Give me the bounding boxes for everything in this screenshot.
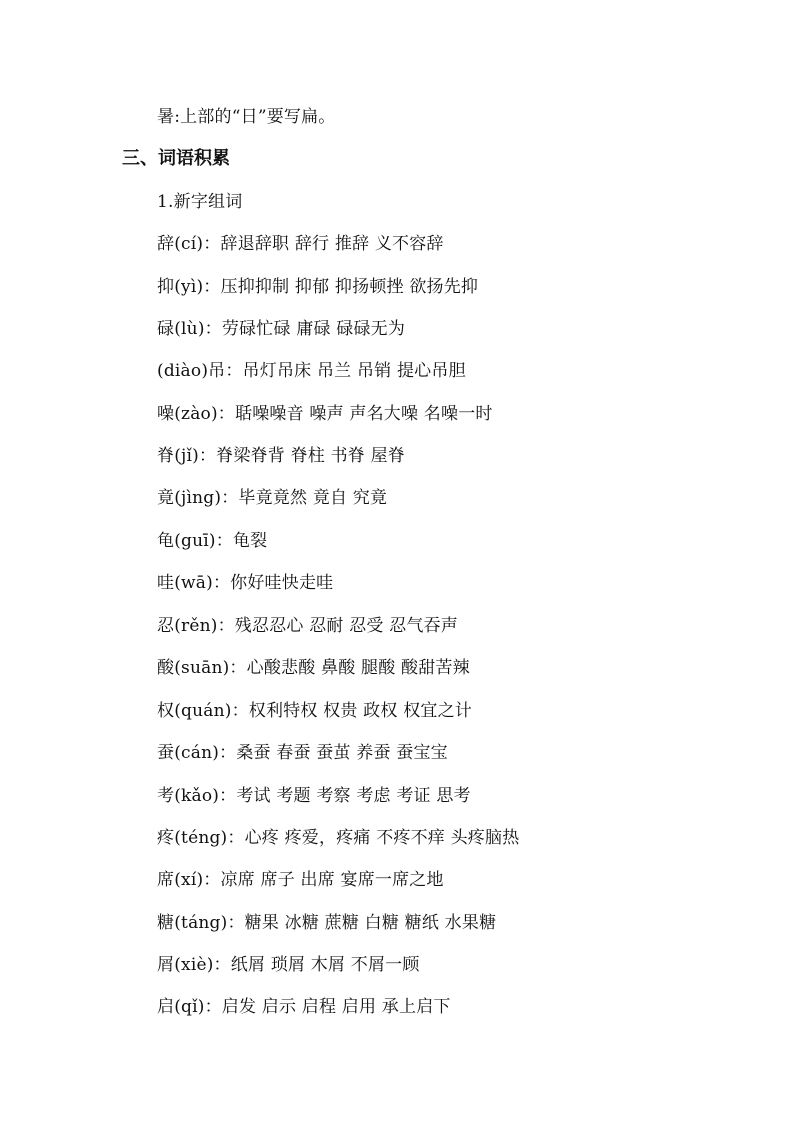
- word-entry: 龟(guī)：龟裂: [157, 531, 268, 551]
- section-heading: 三、词语积累: [122, 148, 230, 169]
- word-entry: 考(kǎo)：考试 考题 考察 考虑 考证 思考: [157, 786, 471, 806]
- word-entry: 屑(xiè)：纸屑 琐屑 木屑 不屑一顾: [157, 955, 420, 975]
- word-entry: 启(qǐ)：启发 启示 启程 启用 承上启下: [157, 997, 451, 1017]
- word-entry: 糖(táng)：糖果 冰糖 蔗糖 白糖 糖纸 水果糖: [157, 913, 497, 933]
- word-entry: 碌(lù)：劳碌忙碌 庸碌 碌碌无为: [157, 319, 406, 339]
- intro-line: 暑:上部的“日”要写扁。: [157, 107, 336, 127]
- word-entry: 忍(rěn)：残忍忍心 忍耐 忍受 忍气吞声: [157, 616, 459, 636]
- word-entry: 抑(yì)：压抑抑制 抑郁 抑扬顿挫 欲扬先抑: [157, 277, 479, 297]
- word-entry: 蚕(cán)：桑蚕 春蚕 蚕茧 养蚕 蚕宝宝: [157, 743, 448, 763]
- word-entry: 竟(jìng)：毕竟竟然 竟自 究竟: [157, 488, 388, 508]
- subsection-heading: 1.新字组词: [157, 192, 243, 212]
- word-entry: 权(quán)：权利特权 权贵 政权 权宜之计: [157, 701, 472, 721]
- word-entry: 酸(suān)：心酸悲酸 鼻酸 腿酸 酸甜苦辣: [157, 658, 470, 678]
- word-entry: 哇(wā)：你好哇快走哇: [157, 573, 334, 593]
- word-entry: 辞(cí)：辞退辞职 辞行 推辞 义不容辞: [157, 234, 444, 254]
- word-entry: 疼(téng)：心疼 疼爱，疼痛 不疼不痒 头疼脑热: [157, 828, 520, 848]
- word-entry: (diào)吊：吊灯吊床 吊兰 吊销 提心吊胆: [157, 361, 466, 381]
- word-entry: 噪(zào)：聒噪噪音 噪声 声名大噪 名噪一时: [157, 404, 493, 424]
- word-entry: 席(xí)：凉席 席子 出席 宴席一席之地: [157, 870, 444, 890]
- word-entry: 脊(jǐ)：脊梁脊背 脊柱 书脊 屋脊: [157, 446, 405, 466]
